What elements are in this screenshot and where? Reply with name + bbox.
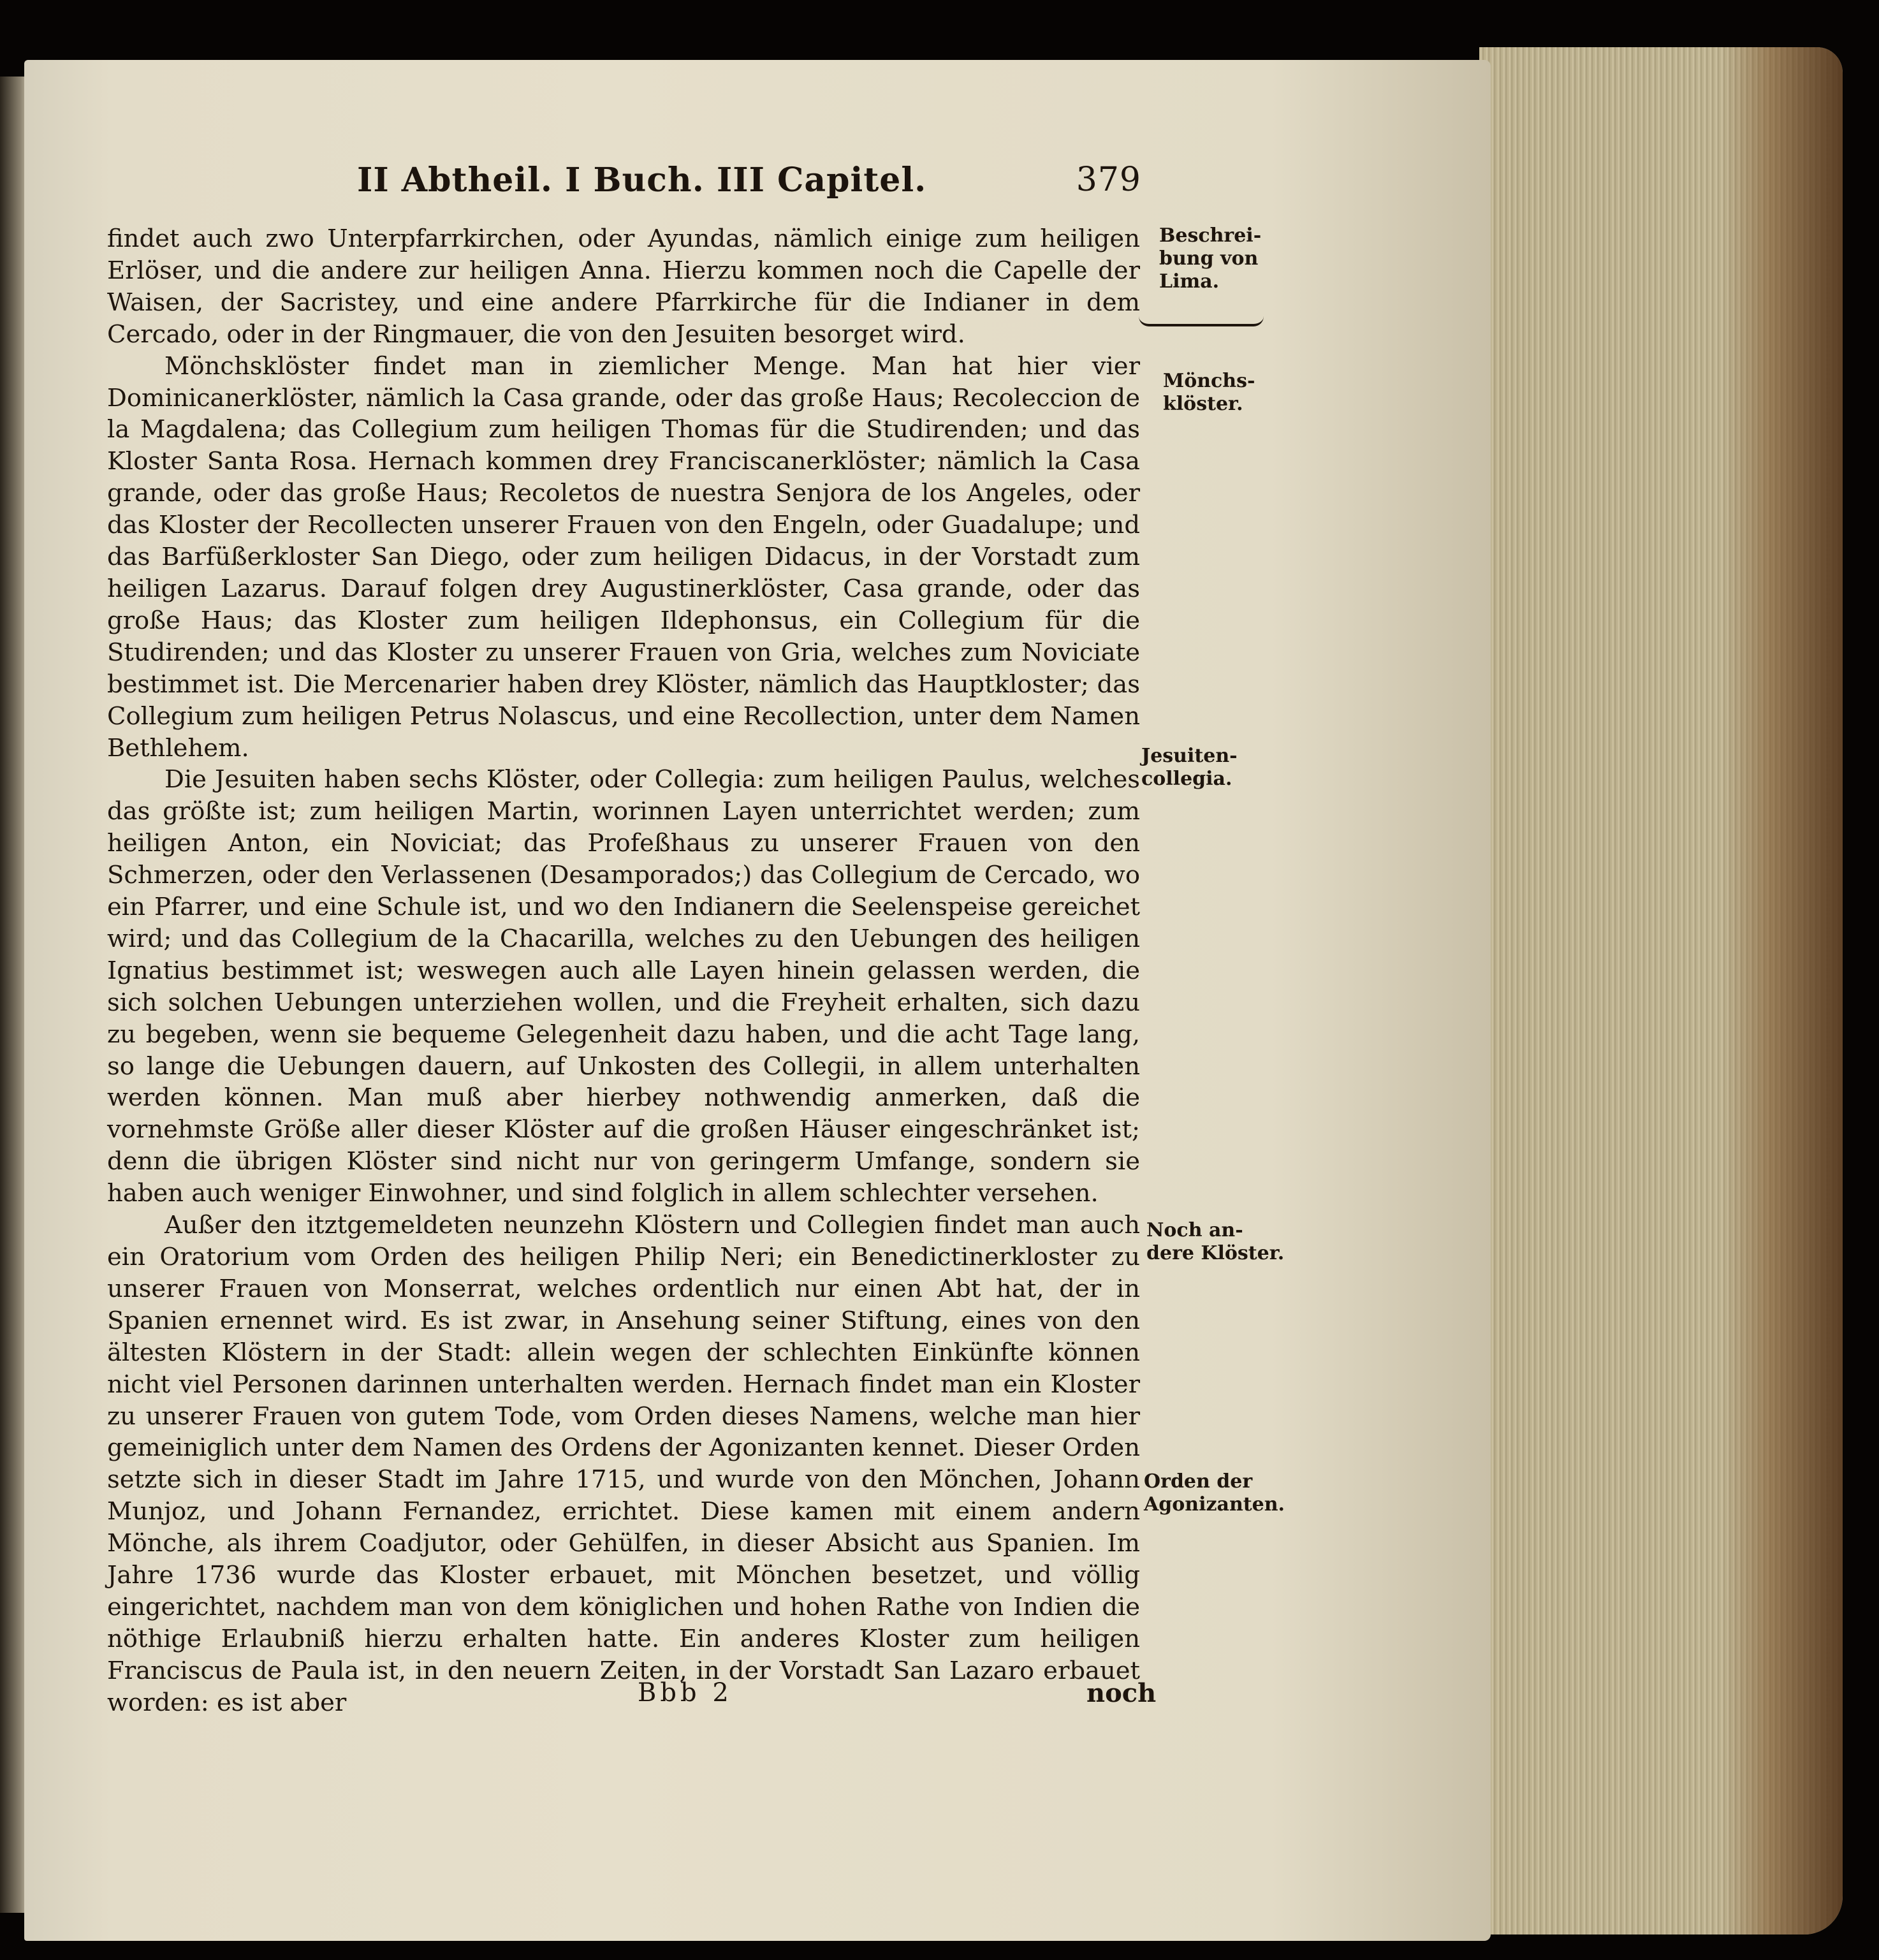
marginal-note-jesuit-colleges: Jesuiten- collegia. [1141,745,1238,790]
paragraph: Außer den itztgemeldeten neunzehn Klöstern und Collegien findet man auch ein Oratorium vom Orden des heiligen Philip Neri; ein Benedictinerkloster zu unserer Frauen von Monserrat, welches ordentlich nur einen Abt hat, der in Spanien ernennet wird. Es ist zwar, in Ansehung seiner Stiftung, eines von den ältesten Klöstern in der Stadt: allein wegen der schlechten Einkünfte können nicht viel Personen darinnen unterhalten werden. Hernach findet man ein Kloster zu unserer Frauen von gutem Tode, vom Orden dieses Namens, welche man hier gemeiniglich unter dem Namen des Ordens der Agonizanten kennet. Dieser Orden setzte sich in dieser Stadt im Jahre 1715, und wurde von den Mönchen, Johann Munjoz, und Johann Fernandez, errichtet. Diese kamen mit einem andern Mönche, als ihrem Coadjutor, oder Gehülfen, in dieser Absicht aus Spanien. Im Jahre 1736 wurde das Kloster erbauet, mit Mönchen besetzet, und völlig eingerichtet, nachdem man von dem königlichen und hohen Rathe von Indien die nöthige Erlaubniß hierzu erhalten hatte. Ein anderes Kloster zum heiligen Franciscus de Paula ist, in den neuern Zeiten, in der Vorstadt San Lazaro erbauet worden: es ist aber [107,1211,1140,1717]
marginal-note-agonizants: Orden der Agonizanten. [1144,1470,1285,1516]
marginal-note-lima: Beschrei- bung von Lima. [1159,224,1262,293]
paragraph: findet auch zwo Unterpfarrkirchen, oder Ayundas, nämlich einige zum heiligen Erlöser, und die andere zur heiligen Anna. Hierzu kommen noch die Capelle der Waisen, der Sacristey, und eine andere Pfarrkirche für die Indianer in dem Cercado, oder in der Ringmauer, die von den Jesuiten besorget wird. [107,224,1140,349]
page-number: 379 [1076,161,1141,199]
running-title: II Abtheil. I Buch. III Capitel. [357,161,927,200]
catchword: noch [1086,1678,1157,1708]
marginal-note-monasteries: Mönchs- klöster. [1163,370,1255,415]
running-header [357,161,1141,212]
signature-mark: Bbb 2 [638,1678,733,1708]
marginal-note-underline [1139,316,1264,326]
marginal-note-other-monasteries: Noch an- dere Klöster. [1146,1219,1285,1264]
paragraph: Mönchsklöster findet man in ziemlicher Menge. Man hat hier vier Dominicanerklöster, nämlich la Casa grande, oder das große Haus; Recoleccion de la Magdalena; das Collegium zum heiligen Thomas für die Studirenden; und das Kloster Santa Rosa. Hernach kommen drey Franciscanerklöster; nämlich la Casa grande, oder das große Haus; Recoletos de nuestra Senjora de los Angeles, oder das Kloster der Recollecten unserer Frauen von den Engeln, oder Guadalupe; und das Barfüßerkloster San Diego, oder zum heiligen Didacus, in der Vorstadt zum heiligen Lazarus. Darauf folgen drey Augustinerklöster, Casa grande, oder das große Haus; das Kloster zum heiligen Ildephonsus, ein Collegium für die Studirenden; und das Kloster zu unserer Frauen von Gria, welches zum Noviciate bestimmet ist. Die Mercenarier haben drey Klöster, nämlich das Hauptkloster; das Collegium zum heiligen Petrus Nolascus, und eine Recollection, unter dem Namen Bethlehem. [107,351,1140,763]
main-text [107,223,1140,1719]
paragraph: Die Jesuiten haben sechs Klöster, oder Collegia: zum heiligen Paulus, welches das größte ist; zum heiligen Martin, worinnen Layen unterrichtet werden; zum heiligen Anton, ein Noviciat; das Profeßhaus zu unserer Frauen von den Schmerzen, oder den Verlassenen (Desamporados;) das Collegium de Cercado, wo ein Pfarrer, und eine Schule ist, und wo den Indianern die Seelenspeise gereichet wird; und das Collegium de la Chacarilla, welches zu den Uebungen des heiligen Ignatius bestimmet ist; weswegen auch alle Layen hinein gelassen werden, die sich solchen Uebungen unterziehen wollen, und die Freyheit erhalten, sich dazu zu begeben, wenn sie bequeme Gelegenheit dazu haben, und die acht Tage lang, so lange die Uebungen dauern, auf Unkosten des Collegii, in allem unterhalten werden können. Man muß aber hierbey nothwendig anmerken, daß die vornehmste Größe aller dieser Klöster auf die großen Häuser eingeschränket ist; denn die übrigen Klöster sind nicht nur von geringerm Umfange, sondern sie haben auch weniger Einwohner, und sind folglich in allem schlechter versehen. [107,765,1140,1208]
book-fore-edge-shadow [1722,47,1843,1934]
